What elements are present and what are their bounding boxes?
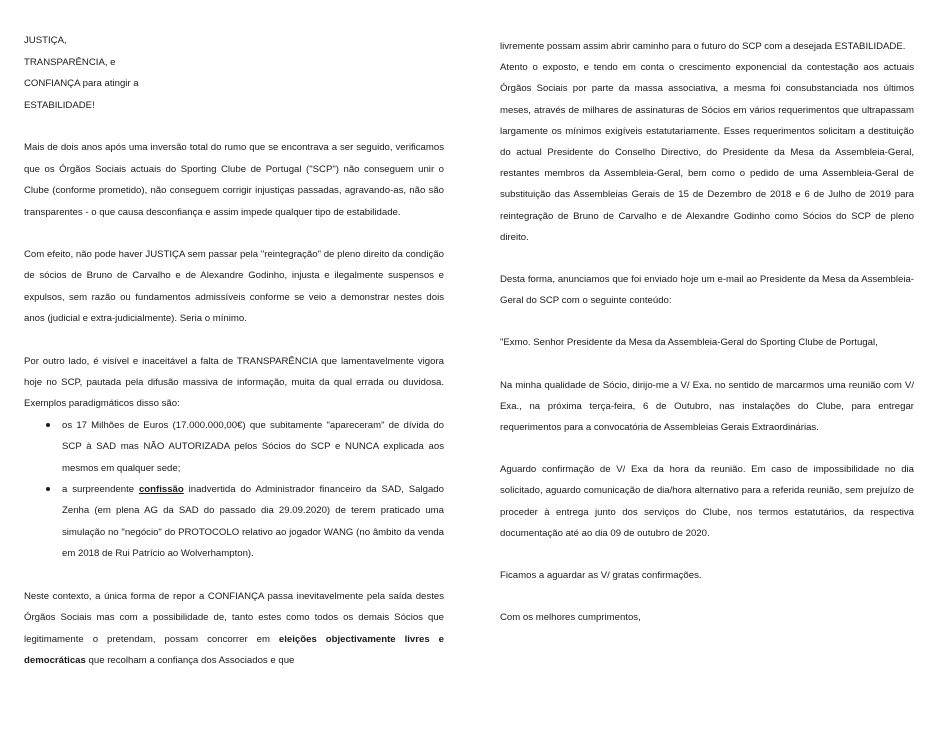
list-item: a surpreendente confissão inadvertida do Administrador financeiro da SAD, Salgado Zenha (em plena AG da SAD do passado dia 29.09.2020) de terem praticado uma simulação no "negócio" do PROTOCOLO relativo ao jogador WANG (no âmbito da venda em 2018 de Rui Patrício ao Wolverhampton). (62, 479, 444, 565)
heading-line: TRANSPARÊNCIA, e (24, 56, 116, 68)
left-column (24, 30, 444, 671)
bullet-list (24, 415, 444, 565)
emphasis-text: confissão (138, 484, 184, 496)
right-column (500, 36, 914, 628)
paragraph: Com efeito, não pode haver JUSTIÇA sem passar pela "reintegração" de pleno direito da condição de sócios de Bruno de Carvalho e de Alexandre Godinho, injusta e ilegalmente suspensos e expulsos, sem razão ou fundamentos admissíveis conforme se veio a demonstrar nestes dois anos (judicial e extra-judicialmente). Seria o mínimo. (24, 249, 444, 325)
paragraph: Com os melhores cumprimentos, (500, 612, 641, 624)
heading-line: CONFIANÇA para atingir a (24, 78, 139, 90)
heading-block (24, 30, 444, 116)
paragraph: Por outro lado, é visível e inaceitável a falta de TRANSPARÊNCIA que lamentavelmente vigora hoje no SCP, pautada pela difusão massiva de informação, muita da qual errada ou duvidosa. Exemplos paradigmáticos disso são: (24, 355, 444, 410)
paragraph: Aguardo confirmação de V/ Exa da hora da reunião. Em caso de impossibilidade no dia solicitado, aguardo comunicação de dia/hora alternativo para a referida reunião, sem prejuízo de proceder à entrega junto dos serviços do Clube, nos termos estatutários, da respectiva documentação até ao dia 09 de outubro de 2020. (500, 464, 914, 539)
paragraph: Ficamos a aguardar as V/ gratas confirmações. (500, 570, 702, 582)
paragraph: Neste contexto, a única forma de repor a CONFIANÇA passa inevitavelmente pela saída destes Órgãos Sociais mas com a possibilidade de, tanto estes como todos os demais Sócios que legitimamente o pretendam, possam concorrer em eleições objectivamente livres e democráticas que recolham a confiança dos Associados e que (24, 590, 444, 666)
paragraph: livremente possam assim abrir caminho para o futuro do SCP com a desejada ESTABILIDADE. (500, 41, 906, 52)
heading-line: ESTABILIDADE! (24, 99, 95, 111)
paragraph: Desta forma, anunciamos que foi enviado hoje um e-mail ao Presidente da Mesa da Assembleia-Geral do SCP com o seguinte conteúdo: (500, 274, 914, 307)
heading-line: JUSTIÇA, (24, 35, 67, 46)
paragraph: Atento o exposto, e tendo em conta o crescimento exponencial da contestação aos actuais Órgãos Sociais por parte da massa associativa, a mesma foi consubstanciada nos últimos meses, através de milhares de assinaturas de Sócios em vários requerimentos que ultrapassam largamente os mínimos exigíveis estatutariamente. Esses requerimentos solicitam a destituição do actual Presidente do Conselho Directivo, do Presidente da Mesa da Assembleia-Geral, restantes membros da Assembleia-Geral, bem como o pedido de uma Assembleia-Geral de substituição das Assembleias Gerais de 15 de Dezembro de 2018 e 6 de Julho de 2019 para reintegração de Bruno de Carvalho e de Alexandre Godinho como Sócios do SCP de pleno direito. (500, 62, 914, 243)
list-item: os 17 Milhões de Euros (17.000.000,00€) que subitamente "apareceram" de dívida do SCP à SAD mas NÃO AUTORIZADA pelos Sócios do SCP e NUNCA explicada aos mesmos em qualquer sede; (62, 415, 444, 479)
emphasis-text: eleições objectivamente livres e democráticas (24, 633, 444, 666)
paragraph: "Exmo. Senhor Presidente da Mesa da Assembleia-Geral do Sporting Clube de Portugal, (500, 337, 878, 349)
paragraph: Mais de dois anos após uma inversão total do rumo que se encontrava a ser seguido, verificamos que os Órgãos Sociais actuais do Sporting Clube de Portugal ("SCP") não conseguem unir o Clube (conforme prometido), não conseguem corrigir injustiças passadas, agravando-as, não são transparentes - o que causa desconfiança e assim impede qualquer tipo de estabilidade. (24, 142, 444, 218)
paragraph: Na minha qualidade de Sócio, dirijo-me a V/ Exa. no sentido de marcarmos uma reunião com V/ Exa., na próxima terça-feira, 6 de Outubro, nas instalações do Clube, para entregar requerimentos para a convocatória de Assembleias Gerais Extraordinárias. (500, 379, 914, 434)
